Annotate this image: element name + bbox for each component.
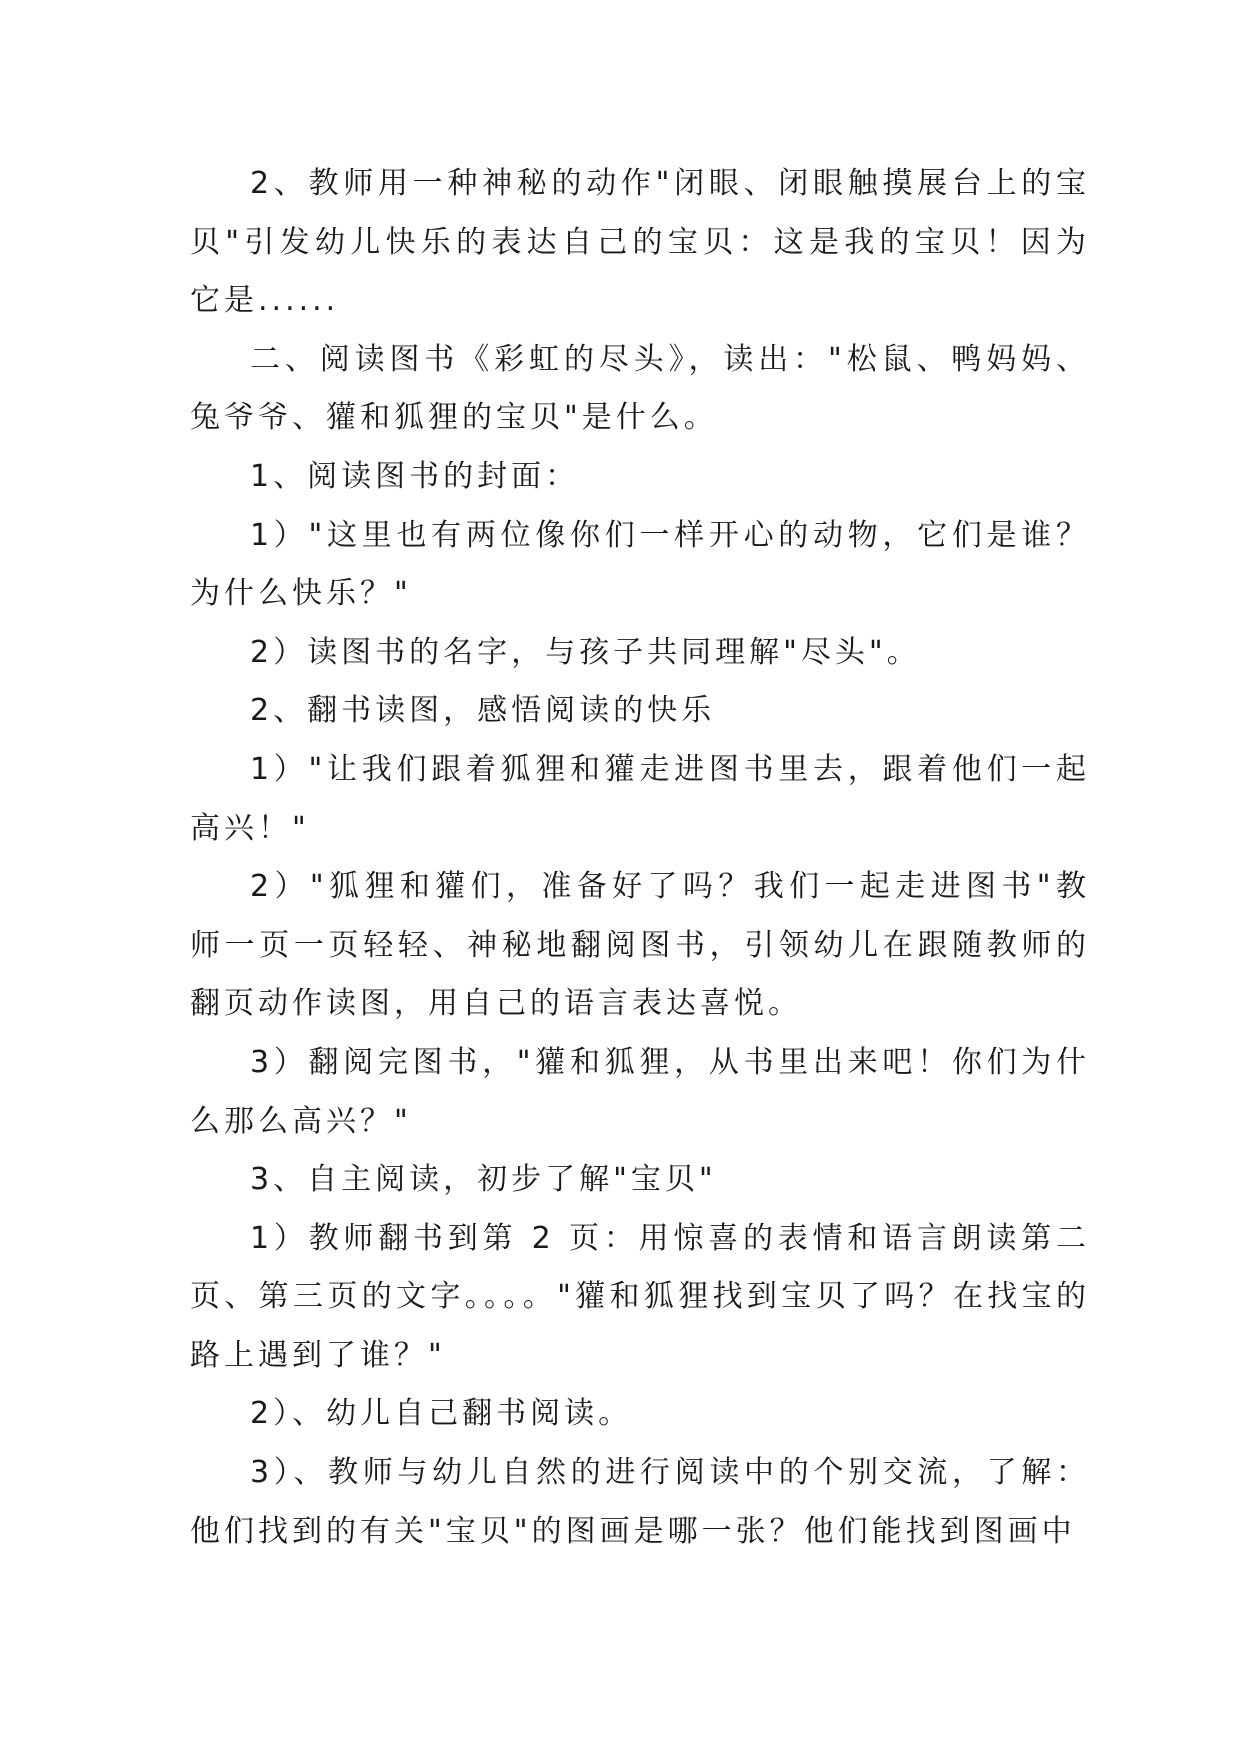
paragraph: 2、翻书读图，感悟阅读的快乐: [250, 693, 716, 729]
paragraph: 二、阅读图书《彩虹的尽头》，读出："松鼠、鸭妈妈、兔爷爷、獾和狐狸的宝贝"是什么。: [190, 341, 1090, 436]
paragraph: 1）教师翻书到第 2 页：用惊喜的表情和语言朗读第二页、第三页的文字。。。。"獾和狐狸找到宝贝了吗？在找宝的路上遇到了谁？": [190, 1220, 1090, 1373]
paragraph: 1、阅读图书的封面：: [250, 458, 580, 494]
paragraph: 2）、幼儿自己翻书阅读。: [250, 1396, 633, 1432]
paragraph: 3）翻阅完图书，"獾和狐狸，从书里出来吧！你们为什么那么高兴？": [190, 1044, 1090, 1139]
paragraph: 2）读图书的名字，与孩子共同理解"尽头"。: [250, 634, 921, 670]
paragraph: 1）"这里也有两位像你们一样开心的动物，它们是谁？为什么快乐？": [190, 517, 1090, 612]
paragraph: 2、教师用一种神秘的动作"闭眼、闭眼触摸展台上的宝贝"引发幼儿快乐的表达自己的宝贝：这是我的宝贝！因为它是......: [190, 166, 1090, 319]
paragraph: 3、自主阅读，初步了解"宝贝": [250, 1162, 717, 1198]
paragraph: 3）、教师与幼儿自然的进行阅读中的个别交流，了解：他们找到的有关"宝贝"的图画是哪一张？他们能找到图画中: [190, 1455, 1090, 1549]
paragraph: 1）"让我们跟着狐狸和獾走进图书里去，跟着他们一起高兴！": [190, 751, 1090, 846]
document-body: [190, 155, 1090, 1561]
paragraph: 2）"狐狸和獾们，准备好了吗？我们一起走进图书"教师一页一页轻轻、神秘地翻阅图书，引领幼儿在跟随教师的翻页动作读图，用自己的语言表达喜悦。: [190, 869, 1090, 1022]
